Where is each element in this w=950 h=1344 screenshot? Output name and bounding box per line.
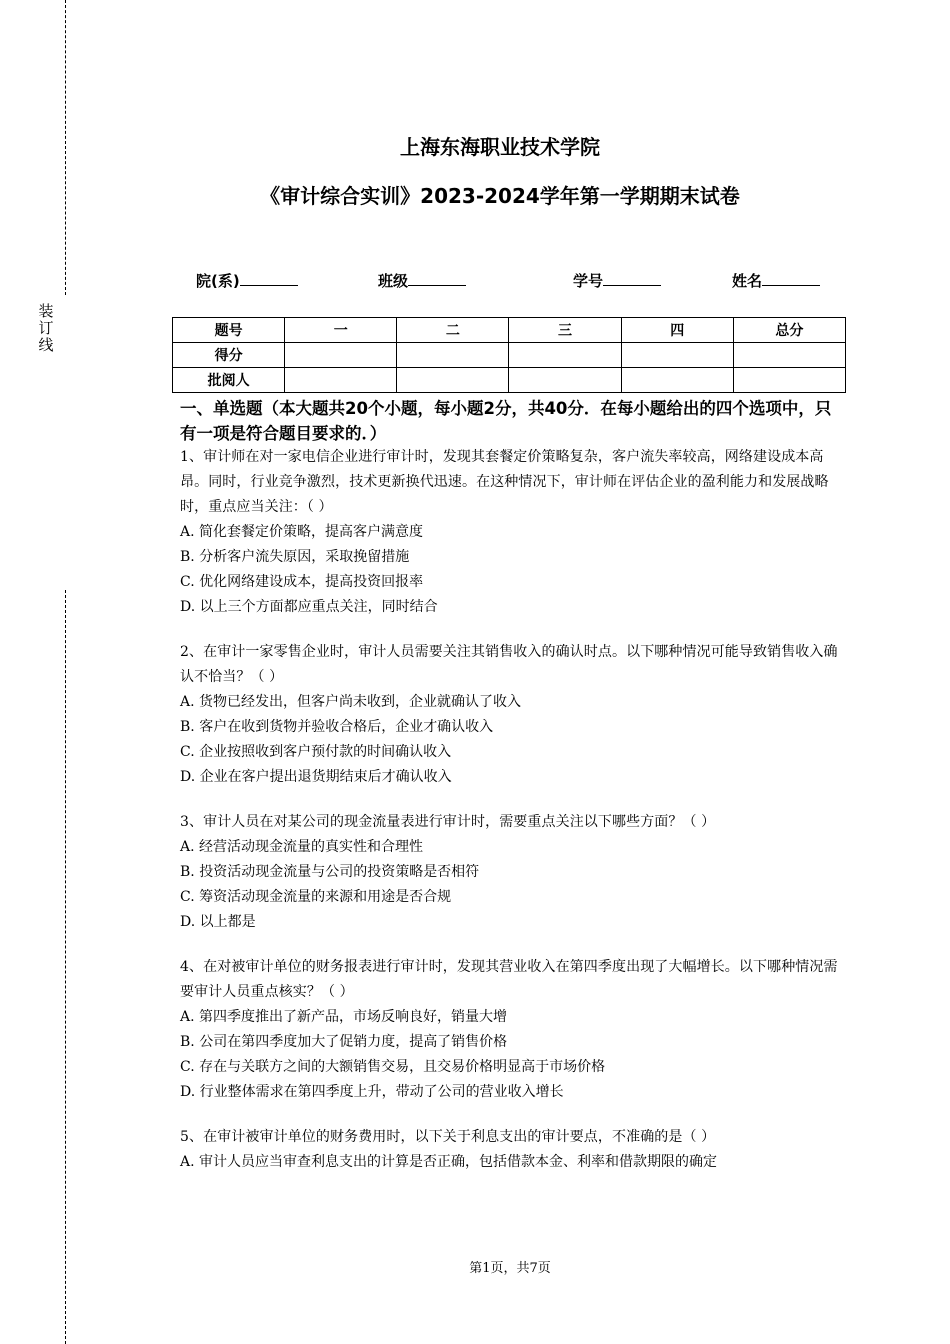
option: A. 第四季度推出了新产品，市场反响良好，销量大增 <box>180 1009 508 1025</box>
score-header-cell: 三 <box>509 318 621 343</box>
name-label: 姓名 <box>732 272 763 290</box>
binding-char: 装 <box>38 302 54 320</box>
dept-label: 院(系) <box>196 272 240 290</box>
option: D. 以上都是 <box>180 914 256 930</box>
grader-cell[interactable] <box>621 368 733 393</box>
score-table <box>172 317 846 393</box>
question-stem: 5、在审计被审计单位的财务费用时，以下关于利息支出的审计要点，不准确的是（ ） <box>180 1129 716 1145</box>
score-header-cell: 四 <box>621 318 733 343</box>
option: A. 简化套餐定价策略，提高客户满意度 <box>180 524 424 540</box>
binding-char: 订 <box>38 319 54 337</box>
question-stem: 4、在对被审计单位的财务报表进行审计时，发现其营业收入在第四季度出现了大幅增长。以下哪种情况需要审计人员重点核实？（ ） <box>180 959 838 1000</box>
score-header-cell: 二 <box>397 318 509 343</box>
student-id-field <box>573 270 661 291</box>
option: A. 货物已经发出，但客户尚未收到，企业就确认了收入 <box>180 694 522 710</box>
page-footer: 第1页，共7页 <box>469 1261 551 1276</box>
dept-field <box>196 270 298 291</box>
option: D. 企业在客户提出退货期结束后才确认收入 <box>180 769 452 785</box>
binding-char: 线 <box>38 336 54 354</box>
name-field <box>732 270 820 291</box>
question <box>180 640 840 790</box>
grader-cell[interactable] <box>509 368 621 393</box>
option: B. 分析客户流失原因，采取挽留措施 <box>180 549 410 565</box>
class-blank[interactable] <box>408 271 466 286</box>
question-stem: 2、在审计一家零售企业时，审计人员需要关注其销售收入的确认时点。以下哪种情况可能导致销售收入确认不恰当？（ ） <box>180 644 838 685</box>
question-stem: 3、审计人员在对某公司的现金流量表进行审计时，需要重点关注以下哪些方面？（ ） <box>180 814 716 830</box>
binding-line-label <box>37 303 55 354</box>
score-cell[interactable] <box>509 343 621 368</box>
question-list <box>180 445 840 1195</box>
student-id-label: 学号 <box>573 272 604 290</box>
question <box>180 810 840 935</box>
question <box>180 445 840 620</box>
grader-cell[interactable] <box>285 368 397 393</box>
option: B. 投资活动现金流量与公司的投资策略是否相符 <box>180 864 480 880</box>
grader-cell[interactable] <box>397 368 509 393</box>
student-id-blank[interactable] <box>603 271 661 286</box>
option: A. 经营活动现金流量的真实性和合理性 <box>180 839 424 855</box>
option: C. 筹资活动现金流量的来源和用途是否合规 <box>180 889 452 905</box>
question <box>180 1125 840 1175</box>
school-name: 上海东海职业技术学院 <box>400 135 600 159</box>
class-label: 班级 <box>378 272 409 290</box>
binding-dashed-line-bottom <box>65 590 66 1344</box>
option: C. 企业按照收到客户预付款的时间确认收入 <box>180 744 452 760</box>
option: B. 公司在第四季度加大了促销力度，提高了销售价格 <box>180 1034 508 1050</box>
grader-row <box>173 368 846 393</box>
score-header-cell: 一 <box>285 318 397 343</box>
score-cell[interactable] <box>285 343 397 368</box>
score-cell[interactable] <box>397 343 509 368</box>
question <box>180 955 840 1105</box>
score-row <box>173 343 846 368</box>
score-cell[interactable] <box>733 343 845 368</box>
exam-title: 《审计综合实训》2023-2024学年第一学期期末试卷 <box>260 184 740 208</box>
section-title: 一、单选题（本大题共20个小题，每小题2分，共40分．在每小题给出的四个选项中，只有一项是符合题目要求的．） <box>180 399 832 443</box>
option: C. 优化网络建设成本，提高投资回报率 <box>180 574 424 590</box>
score-table-header-row <box>173 318 846 343</box>
score-row-label: 得分 <box>173 343 285 368</box>
option: D. 行业整体需求在第四季度上升，带动了公司的营业收入增长 <box>180 1084 564 1100</box>
class-field <box>378 270 466 291</box>
option: A. 审计人员应当审查利息支出的计算是否正确，包括借款本金、利率和借款期限的确定 <box>180 1154 718 1170</box>
question-stem: 1、审计师在对一家电信企业进行审计时，发现其套餐定价策略复杂，客户流失率较高，网络建设成本高昂。同时，行业竞争激烈，技术更新换代迅速。在这种情况下，审计师在评估企业的盈利能力和发展战略时，重点应当关注：（ ） <box>180 449 829 515</box>
dept-blank[interactable] <box>240 271 298 286</box>
grader-cell[interactable] <box>733 368 845 393</box>
option: D. 以上三个方面都应重点关注，同时结合 <box>180 599 438 615</box>
score-cell[interactable] <box>621 343 733 368</box>
name-blank[interactable] <box>762 271 820 286</box>
score-header-cell: 题号 <box>173 318 285 343</box>
grader-row-label: 批阅人 <box>173 368 285 393</box>
score-header-cell: 总分 <box>733 318 845 343</box>
option: C. 存在与关联方之间的大额销售交易，且交易价格明显高于市场价格 <box>180 1059 606 1075</box>
option: B. 客户在收到货物并验收合格后，企业才确认收入 <box>180 719 494 735</box>
